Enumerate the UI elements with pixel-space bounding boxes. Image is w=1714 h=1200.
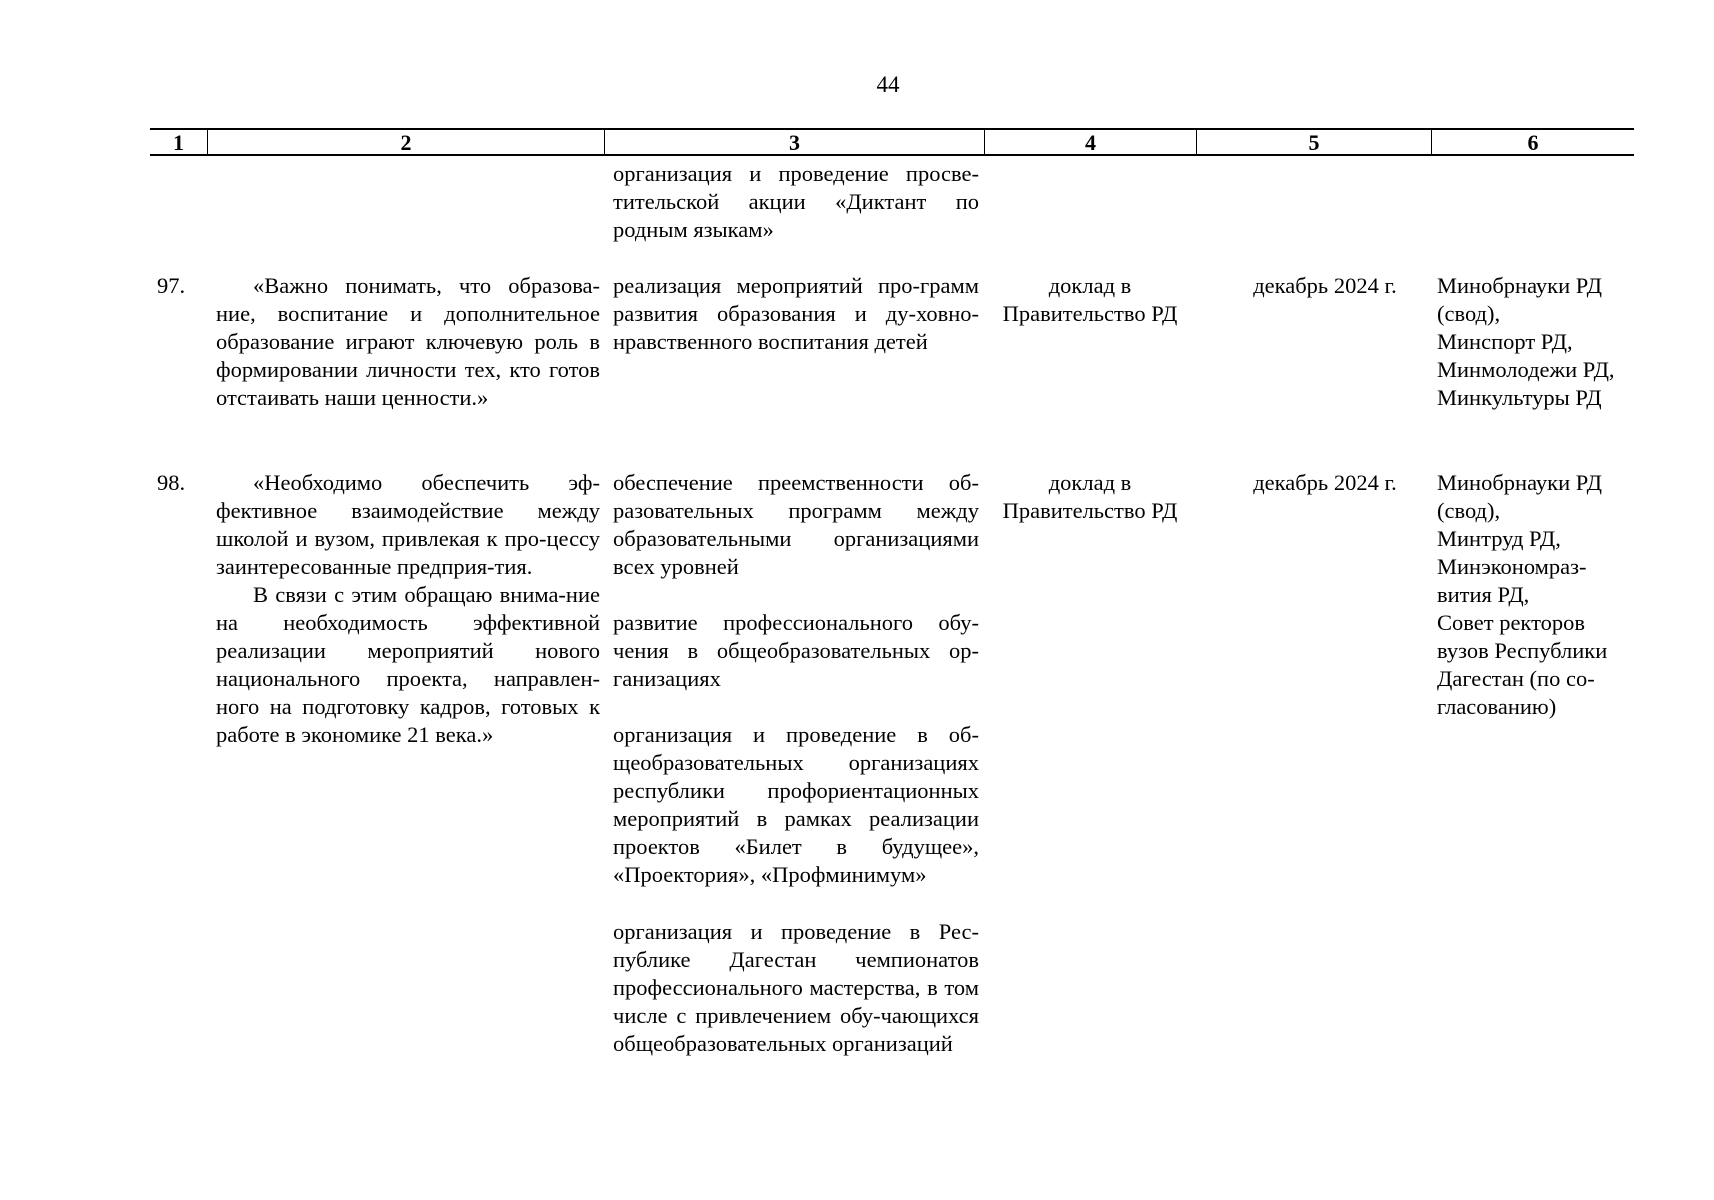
responsible-item: Минкультуры РД [1437,385,1602,410]
row-98-responsible [1437,469,1637,721]
header-col-6: 6 [1431,130,1634,154]
responsible-item: Минтруд РД, [1437,526,1561,551]
row-97-completion-form: доклад в Правительство РД [1002,273,1178,326]
row-97-measure: реализация мероприятий про-грамм развития образования и ду-ховно-нравственного воспитания детей [613,273,979,354]
row-98-quote-paragraph-1: «Необходимо обеспечить эф-фективное взаимодействие между школой и вузом, привлекая к про-цессу заинтересованные предприя-тия. [216,470,600,579]
table-header [150,128,1634,156]
responsible-item: Минспорт РД, [1437,329,1573,354]
header-col-2: 2 [207,130,604,154]
responsible-item: Минмолодежи РД, [1437,357,1615,382]
row-98-completion-form: доклад в Правительство РД [1002,470,1178,523]
row-98-measure-3: организация и проведение в об-щеобразовательных организациях республики профориентационных мероприятий в рамках реализации проектов «Билет в будущее», «Проектория», «Профминимум» [613,722,979,887]
header-col-4: 4 [984,130,1196,154]
header-col-1: 1 [173,130,184,155]
row-98-quote-paragraph-2: В связи с этим обращаю внима-ние на необходимость эффективной реализации мероприятий нового национального проекта, направлен-ного на подготовку кадров, готовых к работе в экономике 21 века.» [216,582,600,747]
row-98-measure-1: обеспечение преемственности об-разовательных программ между образовательными организациями всех уровней [613,470,979,579]
continuation-measure: организация и проведение просве-тительской акции «Диктант по родным языкам» [613,161,979,242]
row-97-quote: «Важно понимать, что образова-ние, воспитание и дополнительное образование играют ключевую роль в формировании личности тех, кто готов отстаивать наши ценности.» [216,273,600,410]
row-98-measure-2: развитие профессионального обу-чения в общеобразовательных ор-ганизациях [613,610,979,691]
header-col-5: 5 [1196,130,1431,154]
row-98-measure-4: организация и проведение в Рес-публике Дагестан чемпионатов профессионального мастерства, в том числе с привлечением обу-чающихся общеобразовательных организаций [613,919,979,1056]
row-97-responsible [1437,272,1637,412]
row-97-deadline: декабрь 2024 г. [1253,273,1397,298]
responsible-item: Минобрнауки РД (свод), [1437,470,1602,523]
row-97-number: 97. [157,273,186,298]
row-98-deadline: декабрь 2024 г. [1253,470,1397,495]
page-number: 44 [876,72,900,97]
row-98-quote [216,469,600,749]
header-col-3: 3 [604,130,984,154]
responsible-item: Совет ректоров вузов Республики Дагестан (по со-гласованию) [1437,610,1608,719]
responsible-item: Минобрнауки РД (свод), [1437,273,1602,326]
responsible-item: Минэкономраз-вития РД, [1437,554,1587,607]
row-98-number: 98. [157,470,186,495]
